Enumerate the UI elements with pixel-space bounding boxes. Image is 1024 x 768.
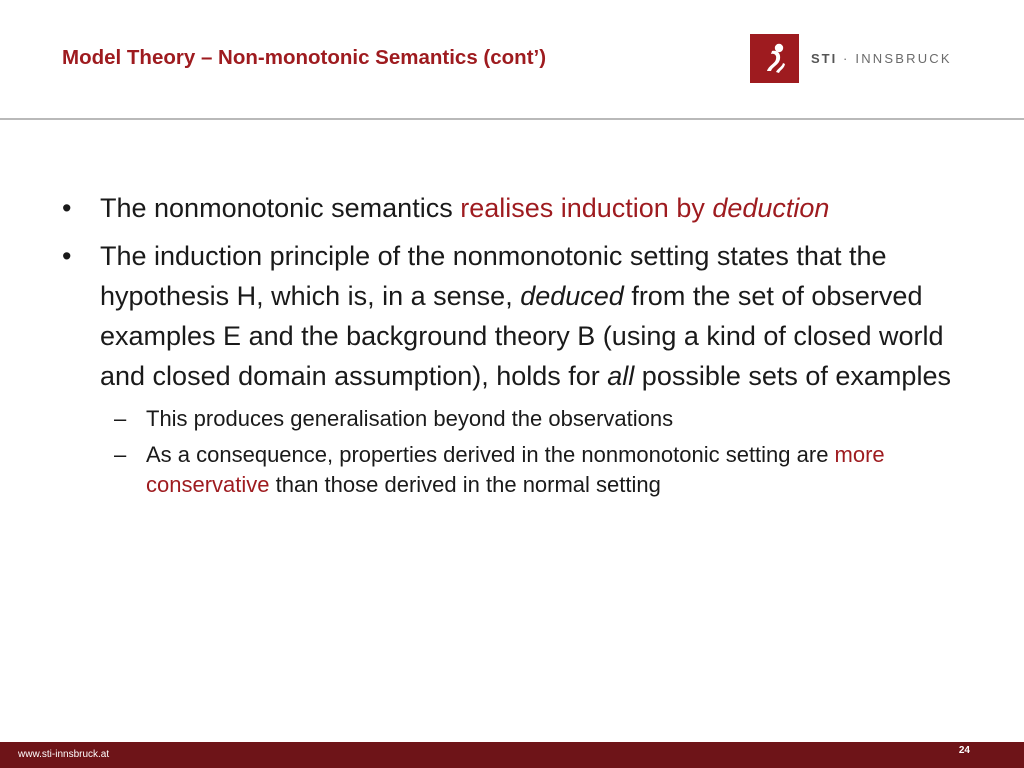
bullet-marker: • <box>62 193 72 223</box>
sub-bullet-item <box>62 404 982 434</box>
footer-bar <box>0 742 1024 768</box>
bullet-item <box>62 188 982 228</box>
bullet-text: possible sets of examples <box>634 361 951 391</box>
logo-place: INNSBRUCK <box>855 50 952 66</box>
bullet-text: The nonmonotonic semantics <box>100 193 461 223</box>
header-divider <box>0 118 1024 120</box>
italic-text: deduced <box>520 281 624 311</box>
bullet-marker: • <box>62 241 72 271</box>
logo-brand: STI <box>811 50 838 66</box>
highlight-text: realises induction by <box>460 193 713 223</box>
slide-title: Model Theory – Non-monotonic Semantics (cont’) <box>62 46 547 69</box>
logo-separator: · <box>837 50 856 66</box>
sti-innsbruck-logo <box>750 33 952 83</box>
bullet-item <box>62 236 982 396</box>
sub-bullet-marker: – <box>114 406 127 431</box>
sub-bullet-marker: – <box>114 442 127 467</box>
bullet-text: The induction principle of the nonmonotonic setting states that the hypothesis H, which is, in a sense, <box>100 241 887 311</box>
footer-url: www.sti-innsbruck.at <box>18 749 110 760</box>
sub-bullet-item <box>62 440 982 500</box>
sub-bullet-text: This produces generalisation beyond the observations <box>146 406 674 431</box>
logo-wordmark <box>811 51 952 66</box>
sti-logo-mark-icon <box>750 34 799 83</box>
bullet-text: from the set of observed examples E and the background theory B (using a kind of closed world and closed domain assumption), holds for <box>100 281 944 391</box>
highlight-text: more conservative <box>146 442 885 497</box>
page-number: 24 <box>958 745 970 756</box>
sub-bullet-text: than those derived in the normal setting <box>269 472 661 497</box>
highlight-italic-text: deduction <box>712 193 830 223</box>
slide-body <box>62 188 982 500</box>
sub-bullet-text: As a consequence, properties derived in the nonmonotonic setting are <box>146 442 835 467</box>
italic-text: all <box>607 361 635 391</box>
